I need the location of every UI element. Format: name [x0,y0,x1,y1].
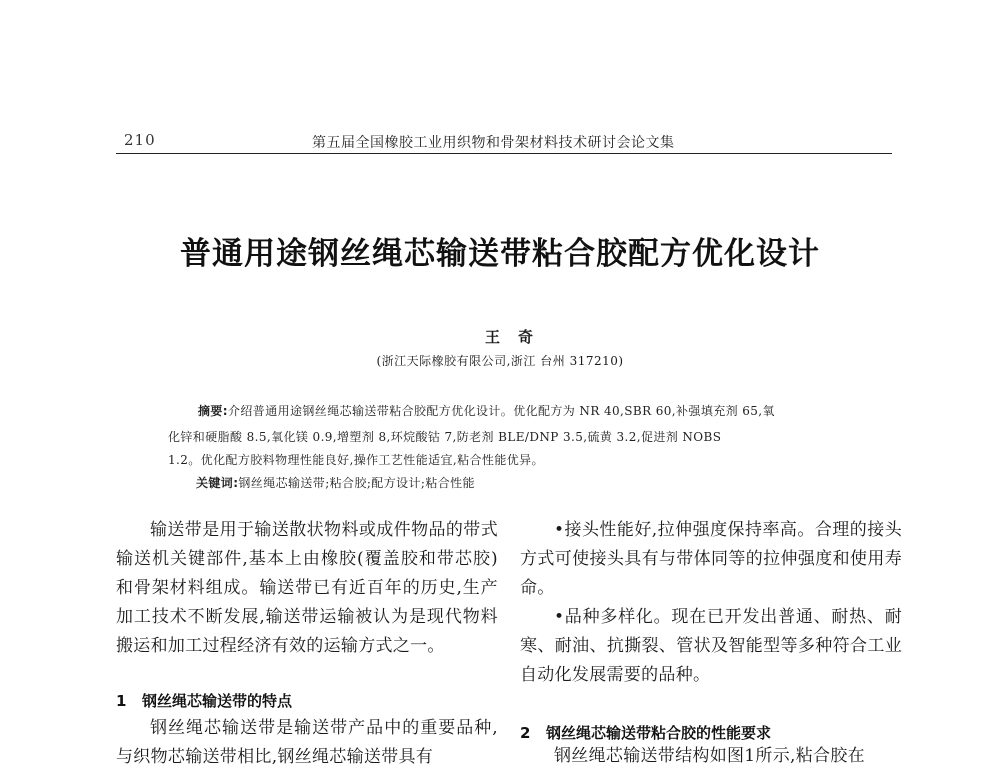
section-2-number: 2 [520,724,531,742]
abstract-label: 摘要: [198,404,228,418]
section-1-title: 钢丝绳芯输送带的特点 [142,692,293,710]
section-1-number: 1 [116,692,127,710]
author-name: 王奇 [484,328,551,346]
section-1-paragraph: 钢丝绳芯输送带是输送带产品中的重要品种,与织物芯输送带相比,钢丝绳芯输送带具有 [116,718,498,767]
abstract-line-1 [198,402,775,419]
author-affiliation: (浙江天际橡胶有限公司,浙江 台州 317210) [376,354,624,368]
keywords-text: 钢丝绳芯输送带;粘合胶;配方设计;粘合性能 [238,476,475,490]
section-2-paragraph: 钢丝绳芯输送带结构如图1所示,粘合胶在 [554,746,865,766]
abstract-line-2: 化锌和硬脂酸 8.5,氧化镁 0.9,增塑剂 8,环烷酸钴 7,防老剂 BLE/DNP 3.5,硫黄 3.2,促进剂 NOBS [168,430,722,444]
header-rule [116,153,892,154]
keywords-line [196,474,475,491]
page-number: 210 [124,131,156,149]
article-title: 普通用途钢丝绳芯输送带粘合胶配方优化设计 [180,236,820,272]
section-2-title: 钢丝绳芯输送带粘合胶的性能要求 [546,724,772,742]
running-title: 第五届全国橡胶工业用织物和骨架材料技术研讨会论文集 [312,135,675,151]
abstract-text-1: 介绍普通用途钢丝绳芯输送带粘合胶配方优化设计。优化配方为 NR 40,SBR 60,补强填充剂 65,氧 [228,404,775,418]
feature-bullet-variety: •品种多样化。现在已开发出普通、耐热、耐寒、耐油、抗撕裂、管状及智能型等多种符合工业自动化发展需要的品种。 [520,607,902,685]
feature-bullet-joint: •接头性能好,拉伸强度保持率高。合理的接头方式可使接头具有与带体同等的拉伸强度和使用寿命。 [520,520,902,598]
keywords-label: 关键词: [196,476,239,490]
section-2-heading [520,722,771,743]
abstract-line-3: 1.2。优化配方胶料物理性能良好,操作工艺性能适宜,粘合性能优异。 [168,453,544,467]
section-1-heading [116,690,292,711]
intro-paragraph: 输送带是用于输送散状物料或成件物品的带式输送机关键部件,基本上由橡胶(覆盖胶和带芯胶)和骨架材料组成。输送带已有近百年的历史,生产加工技术不断发展,输送带运输被认为是现代物料搬运和加工过程经济有效的运输方式之一。 [116,520,498,656]
